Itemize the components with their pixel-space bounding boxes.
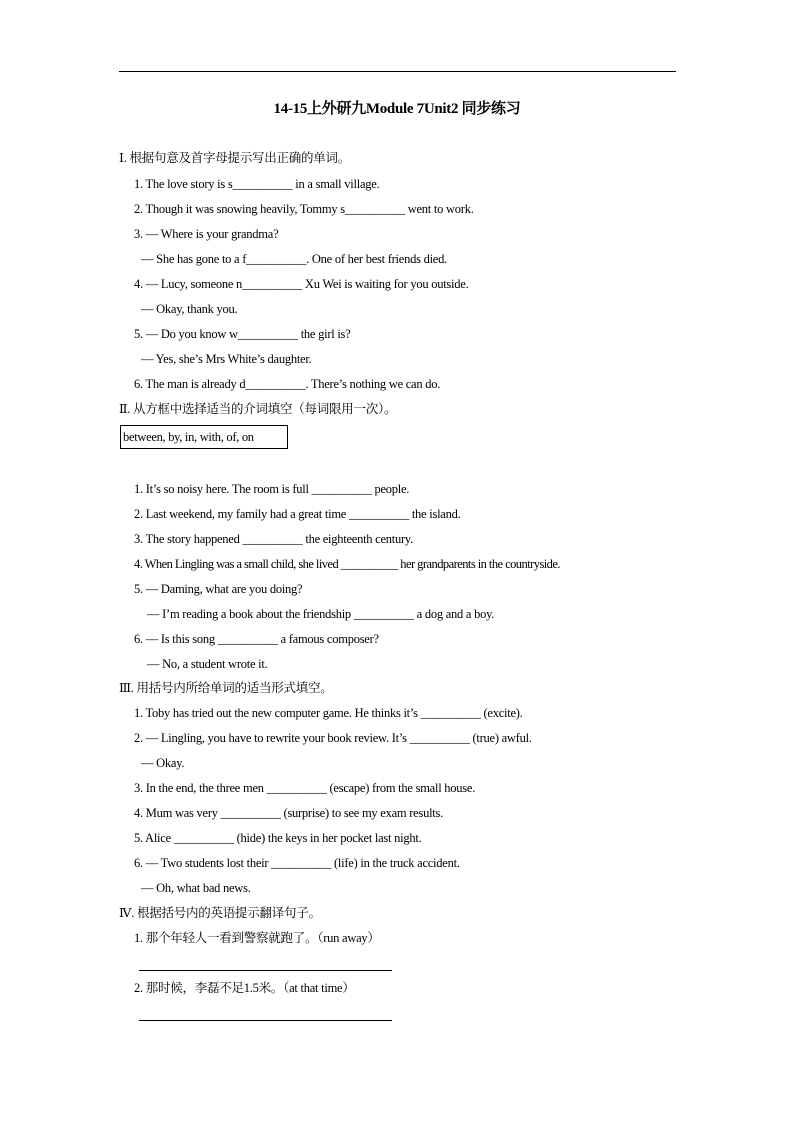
header-rule (119, 71, 676, 72)
section-3-question: 2. — Lingling, you have to rewrite your book review. It’s __________ (true) awful. (134, 731, 532, 745)
section-3-question: 6. — Two students lost their __________ (life) in the truck accident. (134, 856, 460, 870)
section-3-question: 3. In the end, the three men __________ (escape) from the small house. (134, 781, 476, 795)
section-3-question: 1. Toby has tried out the new computer game. He thinks it’s __________ (excite). (134, 706, 523, 720)
section-3-question: 5. Alice __________ (hide) the keys in her pocket last night. (134, 831, 422, 845)
section-1-question: 3. — Where is your grandma? (134, 227, 279, 241)
section-4-heading: Ⅳ. 根据括号内的英语提示翻译句子。 (119, 906, 321, 920)
word-box: between, by, in, with, of, on (120, 425, 288, 449)
section-2-question: 1. It’s so noisy here. The room is full __________ people. (134, 482, 410, 496)
page-title: 14-15上外研九Module 7Unit2 同步练习 (273, 101, 521, 117)
section-2-question: 5. — Daming, what are you doing? (134, 582, 303, 596)
section-4-question: 1. 那个年轻人一看到警察就跑了。（run away） (134, 931, 380, 945)
translation-answer-line (139, 1020, 392, 1021)
section-2-question: 2. Last weekend, my family had a great time __________ the island. (134, 507, 461, 521)
section-2-question: 4. When Lingling was a small child, she lived __________ her grandparents in the countryside. (134, 557, 560, 571)
section-1-question: 5. — Do you know w__________ the girl is? (134, 327, 351, 341)
section-4-question: 2. 那时候，李磊不足1.5米。（at that time） (134, 981, 355, 995)
section-1-answer-line: — Yes, she’s Mrs White’s daughter. (141, 352, 312, 366)
section-3-heading: Ⅲ. 用括号内所给单词的适当形式填空。 (119, 681, 333, 695)
translation-answer-line (139, 970, 392, 971)
section-1-question: 4. — Lucy, someone n__________ Xu Wei is waiting for you outside. (134, 277, 469, 291)
section-2-answer-line: — No, a student wrote it. (147, 657, 268, 671)
section-2-heading: Ⅱ. 从方框中选择适当的介词填空（每词限用一次）。 (119, 402, 397, 416)
section-2-question: 3. The story happened __________ the eighteenth century. (134, 532, 413, 546)
section-3-answer-line: — Okay. (141, 756, 185, 770)
section-3-answer-line: — Oh, what bad news. (141, 881, 251, 895)
section-1-answer-line: — Okay, thank you. (141, 302, 238, 316)
section-1-answer-line: — She has gone to a f__________. One of her best friends died. (141, 252, 447, 266)
section-2-answer-line: — I’m reading a book about the friendship __________ a dog and a boy. (147, 607, 495, 621)
section-1-question: 2. Though it was snowing heavily, Tommy s__________ went to work. (134, 202, 474, 216)
section-1-question: 1. The love story is s__________ in a small village. (134, 177, 380, 191)
section-1-question: 6. The man is already d__________. There’s nothing we can do. (134, 377, 441, 391)
section-3-question: 4. Mum was very __________ (surprise) to see my exam results. (134, 806, 443, 820)
section-2-question: 6. — Is this song __________ a famous composer? (134, 632, 379, 646)
section-1-heading: Ⅰ. 根据句意及首字母提示写出正确的单词。 (119, 151, 350, 165)
